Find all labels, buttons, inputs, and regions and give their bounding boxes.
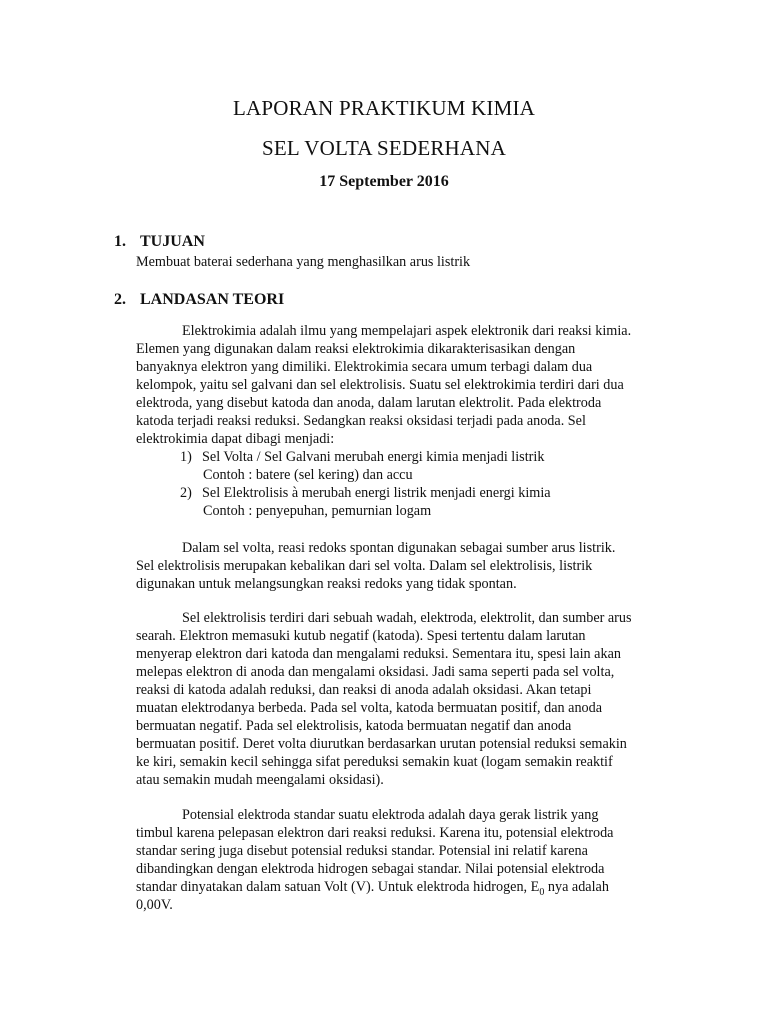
paragraph-line: elektrokimia dapat dibagi menjadi: <box>136 431 335 447</box>
paragraph-line: elektroda, yang disebut katoda dan anoda, dalam larutan elektrolit. Pada elektroda <box>136 395 602 411</box>
section-number: 2. <box>114 291 126 308</box>
paragraph-text: nya adalah <box>544 879 609 895</box>
paragraph-line: Dalam sel volta, reasi redoks spontan digunakan sebagai sumber arus listrik. <box>182 540 616 556</box>
paragraph-line: timbul karena pelepasan elektron dari reaksi reduksi. Karena itu, potensial elektroda <box>136 825 614 841</box>
paragraph-line: banyaknya elektron yang dimiliki. Elektrokimia secara umum terbagi dalam dua <box>136 359 593 375</box>
paragraph-line: standar sering juga disebut potensial reduksi standar. Potensial ini relatif karena <box>136 843 588 859</box>
section-heading-landasan-teori <box>114 291 284 309</box>
paragraph-line: atau semakin mudah meengalami oksidasi). <box>136 772 384 788</box>
report-date: 17 September 2016 <box>319 173 449 190</box>
paragraph-line: searah. Elektron memasuki kutub negatif (katoda). Spesi tertentu dalam larutan <box>136 628 586 644</box>
list-marker: 1) <box>180 449 192 465</box>
paragraph-line: Elemen yang digunakan dalam reaksi elektrokimia dikarakterisasikan dengan <box>136 341 576 357</box>
list-item <box>180 448 544 466</box>
subscript-zero: 0 <box>539 886 545 898</box>
paragraph-line: bermuatan positif. Deret volta diurutkan berdasarkan urutan potensial reduksi semakin <box>136 736 627 752</box>
paragraph-line <box>136 878 609 902</box>
paragraph-line: digunakan untuk melangsungkan reaksi redoks yang tidak spontan. <box>136 576 517 592</box>
list-item-text: Sel Elektrolisis à merubah energi listrik menjadi energi kimia <box>202 485 551 501</box>
tujuan-text: Membuat baterai sederhana yang menghasilkan arus listrik <box>136 254 471 270</box>
section-heading-label: TUJUAN <box>140 233 205 250</box>
paragraph-line: 0,00V. <box>136 897 173 913</box>
paragraph-line: Sel elektrolisis merupakan kebalikan dari sel volta. Dalam sel elektrolisis, listrik <box>136 558 593 574</box>
list-item-example: Contoh : batere (sel kering) dan accu <box>203 467 413 483</box>
paragraph-line: Sel elektrolisis terdiri dari sebuah wadah, elektroda, elektrolit, dan sumber arus <box>182 610 632 626</box>
list-item <box>180 484 551 502</box>
report-subtitle: SEL VOLTA SEDERHANA <box>261 136 507 160</box>
list-item-example: Contoh : penyepuhan, pemurnian logam <box>203 503 432 519</box>
section-heading-label: LANDASAN TEORI <box>140 291 285 308</box>
paragraph-line: muatan elektrodanya berbeda. Pada sel volta, katoda bermuatan positif, dan anoda <box>136 700 603 716</box>
list-item-text: Sel Volta / Sel Galvani merubah energi kimia menjadi listrik <box>202 449 545 465</box>
section-heading-tujuan <box>114 233 205 251</box>
paragraph-line: katoda terjadi reaksi reduksi. Sedangkan reaksi oksidasi terjadi pada anoda. Sel <box>136 413 586 429</box>
paragraph-line: menyerap elektron dari katoda dan mengalami reduksi. Sementara itu, spesi lain akan <box>136 646 621 662</box>
report-title: LAPORAN PRAKTIKUM KIMIA <box>232 96 536 120</box>
paragraph-line: ke kiri, semakin kecil sehingga sifat pereduksi semakin kuat (logam semakin reaktif <box>136 754 613 770</box>
paragraph-text: standar dinyatakan dalam satuan Volt (V). Untuk elektroda hidrogen, E <box>136 879 540 895</box>
paragraph-line: Elektrokimia adalah ilmu yang mempelajari aspek elektronik dari reaksi kimia. <box>182 323 632 339</box>
list-marker: 2) <box>180 485 192 501</box>
paragraph-line: kelompok, yaitu sel galvani dan sel elektrolisis. Suatu sel elektrokimia terdiri dari dua <box>136 377 624 393</box>
paragraph-line: reaksi di katoda adalah reduksi, dan reaksi di anoda adalah oksidasi. Akan tetapi <box>136 682 592 698</box>
paragraph-line: dibandingkan dengan elektroda hidrogen sebagai standar. Nilai potensial elektroda <box>136 861 605 877</box>
paragraph-line: Potensial elektroda standar suatu elektroda adalah daya gerak listrik yang <box>182 807 599 823</box>
paragraph-line: melepas elektron di anoda dan mengalami oksidasi. Jadi sama seperti pada sel volta, <box>136 664 615 680</box>
section-number: 1. <box>114 233 126 250</box>
paragraph-line: bermuatan negatif. Pada sel elektrolisis, katoda bermuatan negatif dan anoda <box>136 718 572 734</box>
